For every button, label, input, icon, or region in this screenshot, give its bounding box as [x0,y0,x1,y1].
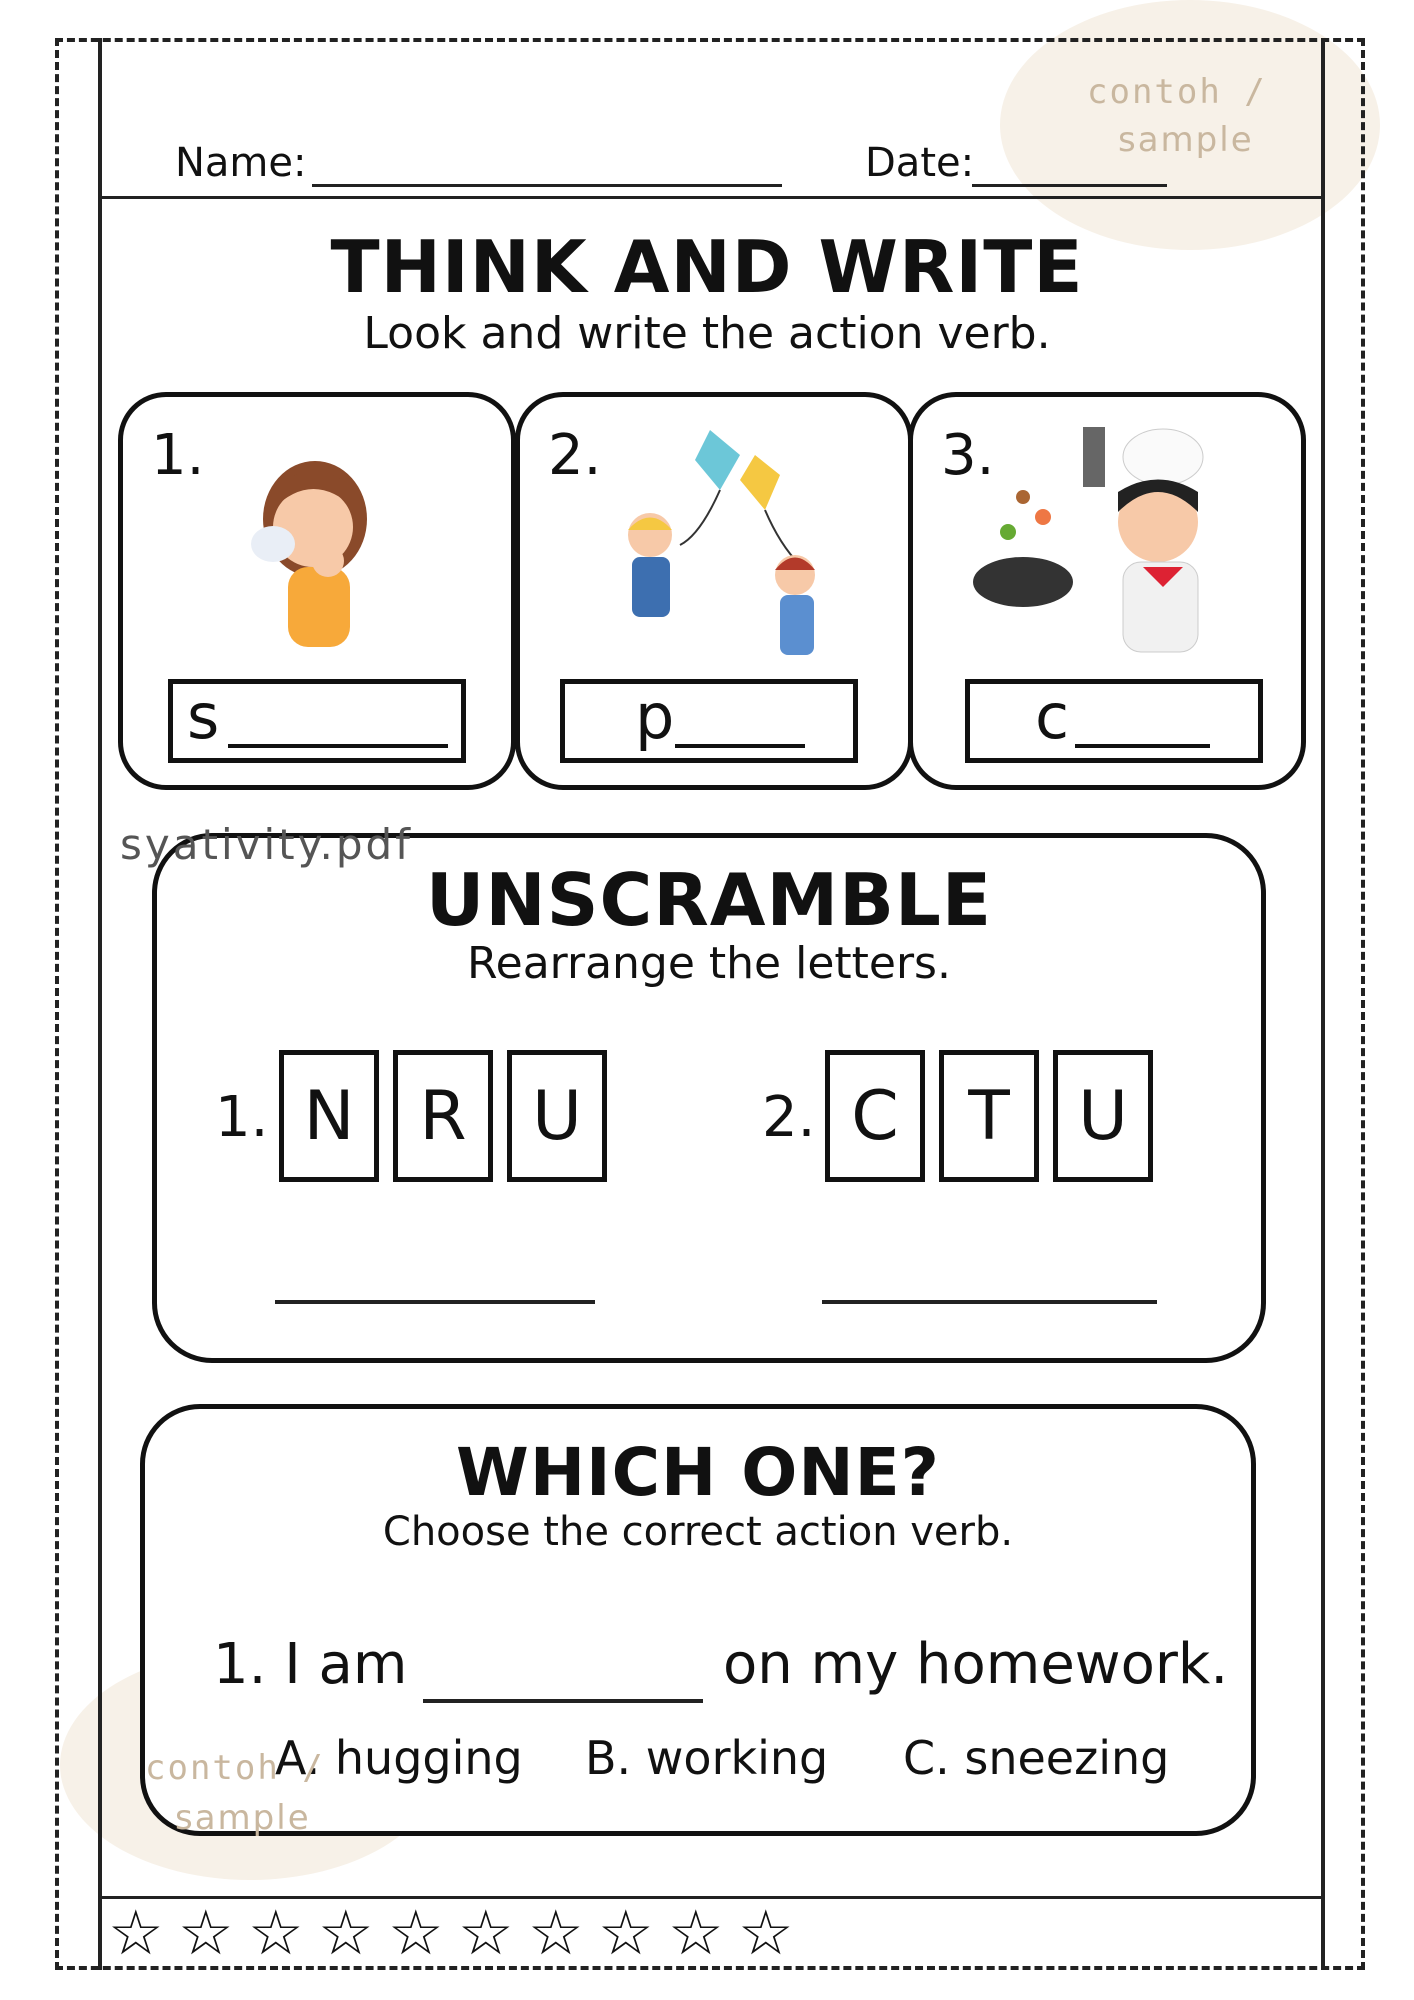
answer-box[interactable] [965,679,1263,763]
star-outline-icon[interactable]: ☆ [388,1896,444,1969]
answer-blank [675,744,805,748]
star-outline-icon[interactable]: ☆ [248,1896,304,1969]
letter-tile: N [279,1050,379,1182]
letter-tile: T [939,1050,1039,1182]
answer-box[interactable] [168,679,466,763]
option-a[interactable]: A. hugging [275,1731,523,1785]
unscramble-item-number: 1. [215,1085,269,1150]
star-outline-icon[interactable]: ☆ [178,1896,234,1969]
picture-card-1 [118,392,516,790]
option-c[interactable]: C. sneezing [903,1731,1170,1785]
picture-card-2 [515,392,913,790]
hint-letter: s [187,680,220,753]
date-label: Date: [865,140,975,186]
question-text-start: 1. I am [213,1632,408,1697]
think-and-write-title: THINK AND WRITE [330,225,1084,309]
which-one-title: WHICH ONE? [456,1434,940,1511]
star-outline-icon[interactable]: ☆ [318,1896,374,1969]
unscramble-section [152,833,1266,1363]
star-outline-icon[interactable]: ☆ [738,1896,794,1969]
sneezing-girl-icon [233,449,393,649]
date-line[interactable] [972,184,1167,187]
unscramble-item-number: 2. [762,1085,816,1150]
option-b[interactable]: B. working [585,1731,829,1785]
letter-tile: C [825,1050,925,1182]
hint-letter: p [635,680,675,753]
hint-letter: c [1035,680,1070,753]
header-divider [100,196,1323,199]
answer-blank [228,744,448,748]
watermark-text-bottom: contoh / [145,1748,325,1788]
question-text-end: on my homework. [723,1632,1229,1697]
picture-card-3 [908,392,1306,790]
card-number: 1. [151,423,205,488]
star-outline-icon[interactable]: ☆ [528,1896,584,1969]
unscramble-title: UNSCRAMBLE [425,858,993,942]
think-and-write-subtitle: Look and write the action verb. [363,308,1051,359]
star-outline-icon[interactable]: ☆ [108,1896,164,1969]
source-watermark: syativity.pdf [120,820,413,869]
star-outline-icon[interactable]: ☆ [668,1896,724,1969]
answer-box[interactable] [560,679,858,763]
watermark-text-top-2: sample [1118,120,1254,160]
answer-blank [1075,744,1210,748]
card-number: 3. [941,423,995,488]
which-one-subtitle: Choose the correct action verb. [382,1509,1014,1555]
star-outline-icon[interactable]: ☆ [458,1896,514,1969]
unscramble-answer-line[interactable] [822,1300,1157,1304]
card-number: 2. [548,423,602,488]
letter-tile: R [393,1050,493,1182]
letter-tile: U [507,1050,607,1182]
name-label: Name: [175,140,307,186]
kids-playing-kite-icon [580,425,880,665]
chef-cooking-icon [963,417,1263,667]
star-outline-icon[interactable]: ☆ [598,1896,654,1969]
letter-tile: U [1053,1050,1153,1182]
unscramble-subtitle: Rearrange the letters. [467,938,951,989]
name-line[interactable] [312,184,782,187]
watermark-text-bottom-2: sample [175,1798,311,1838]
unscramble-answer-line[interactable] [275,1300,595,1304]
watermark-text-top: contoh / [1087,72,1267,112]
question-blank[interactable] [423,1699,703,1703]
